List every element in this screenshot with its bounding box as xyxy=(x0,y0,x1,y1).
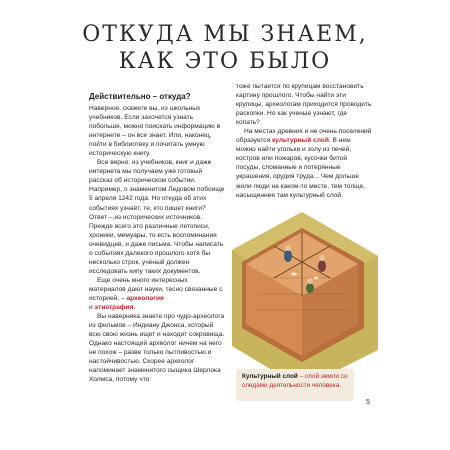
caption-box xyxy=(236,369,354,401)
caption-term: Культурный слой xyxy=(242,373,298,380)
paragraph-3-and: и xyxy=(89,304,93,312)
term-cultural-layer: культурный слой xyxy=(271,137,329,145)
paragraph-2: Все верно: из учебников, книг и даже интернета мы получаем уже готовый рассказ об историческом событии. Например, о знаменитом Ледовом побоище 5 апреля 1242 года. Но откуда об этих событиях узнаёт, те, кто пишет книги? Ответ – из исторических источников. Прежде всего это различные летописи, хроники, мемуары, то есть воспоминания очевидцев, и даже письма. Чтобы написать о событиях далекого прошлого хотя бы несколько строк, ученый должен исследовать кипу таких документов. xyxy=(89,159,225,275)
archaeologist-figure-2 xyxy=(318,255,326,272)
page-title-line1: ОТКУДА МЫ ЗНАЕМ, xyxy=(82,22,368,47)
paragraph-3 xyxy=(89,276,225,312)
paragraph-6 xyxy=(236,127,372,199)
right-column xyxy=(236,82,372,200)
paragraph-3-end: . xyxy=(133,304,136,312)
paragraph-5: тоже пытается по крупицам восстановить картину прошлого. Чтобы найти эти крупицы, археологам приходится проводить раскопки. Но как ученые узнают, где копать? xyxy=(236,83,372,127)
left-column xyxy=(89,92,225,384)
page-title-line2: КАК ЭТО БЫЛО xyxy=(118,49,332,74)
term-archaeology: археология xyxy=(126,294,164,302)
archaeologist-figure-1 xyxy=(284,245,292,262)
excavation-illustration xyxy=(230,210,380,390)
archaeologist-figure-3 xyxy=(306,278,314,293)
section-heading: Действительно – откуда? xyxy=(89,92,191,101)
paragraph-6-rest: . В нем можно найти угольки и золу из печей, костров или пожаров, кусочки битой посуды, сломанные и потерянные украшения, орудия труда... Чем дольше жили люди на каком-то месте, тем толще, насыщеннее там культурный слой. xyxy=(236,137,366,199)
term-ethnography: этнография xyxy=(94,304,134,312)
paragraph-6-start: На местах древних и не очень поселений образуется xyxy=(236,128,372,145)
paragraph-1: Наверное, скажете вы, из школьных учебников. Если захочется узнать побольше, можно поискать информацию в интернете – он все знает. Или, наконец, пойти в библиотеку и почитать умную историческую книгу. xyxy=(89,105,221,158)
caption-text: – слой земли со следами деятельности человека. xyxy=(242,373,348,389)
paragraph-3-text: Еще очень много интересных материалов дают науки, тесно связанные с историей, – xyxy=(89,276,223,302)
page-number: 5 xyxy=(366,399,370,406)
paragraph-4: Вы наверняка знаете про чудо-археолога из фильмов – Индиану Джонса, который всю свою жизнь ищет и находит сокровища. Однако настоящий археолог ничем на него не похож – разве только пытливостью и настойчивостью. Скорее археолог напоминает знаменитого сыщика Шерлока Холмса, потому что xyxy=(89,313,225,384)
